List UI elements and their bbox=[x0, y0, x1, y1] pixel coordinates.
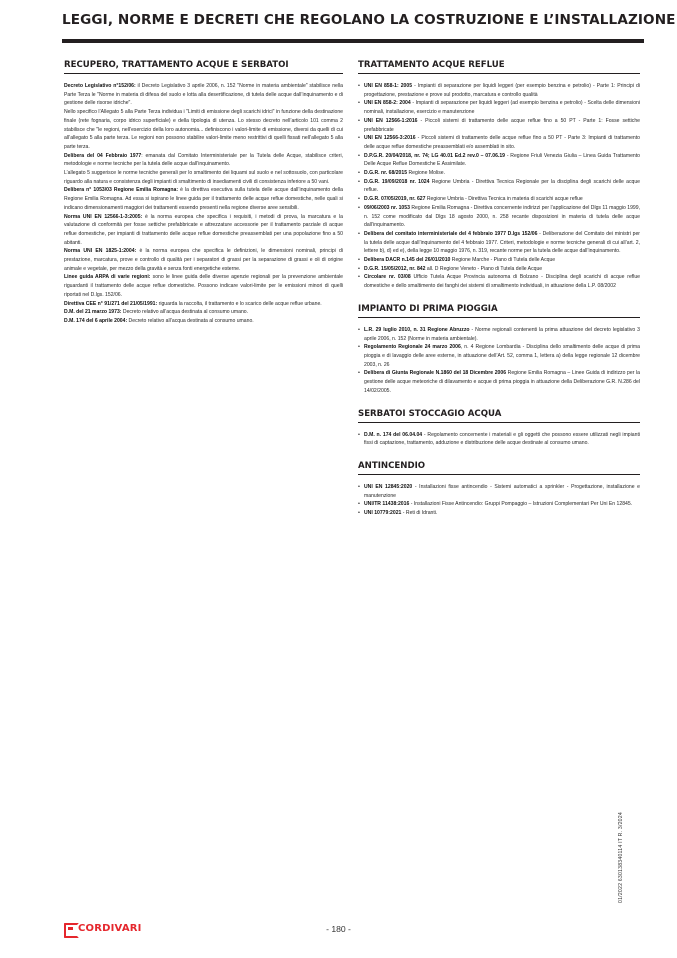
regulation-item bbox=[358, 230, 640, 256]
entry-text: all. D Regione Veneto - Piano di Tutela delle Acque bbox=[425, 265, 543, 272]
page-number: - 180 - bbox=[326, 924, 351, 934]
entry-title: Decreto Legislativo n°152/06: bbox=[64, 83, 136, 89]
regulation-item bbox=[358, 134, 640, 151]
regulation-paragraph bbox=[64, 273, 343, 299]
entry-title: UNI 10779:2021 bbox=[364, 510, 402, 517]
entry-text: è la direttiva esecutiva sulla tutela delle acque dall’inquinamento della Regione Emilia Romagna. Ad essa si ispirano le linee guida per il trattamento delle acque reflue domestiche, nelle quali si indicano dimensionamenti maggiori dei trattamenti essendo presenti nella regione diverse aree sensibili. bbox=[64, 187, 343, 211]
entry-title: 09/06/2003 nr. 1053 bbox=[364, 204, 410, 211]
entry-text: - Installazioni fisse antincendio - Sistemi automatici a sprinkler - Progettazione, installazione e manutenzione bbox=[364, 483, 641, 499]
entry-text: riguarda la raccolta, il trattamento e lo scarico delle acque reflue urbane. bbox=[157, 300, 322, 307]
regulation-list bbox=[358, 326, 640, 396]
entry-text: , n. 4 Regione Lombardia - Disciplina dello smaltimento delle acque di prima pioggia e di lavaggio delle aree esterne, in attuazione dell’Art. 52, comma 1, lettera a) della legge regionale 12 dicembre 2003, n. 26 bbox=[364, 344, 640, 368]
entry-title: UNI EN 12845:2020 bbox=[364, 483, 413, 490]
entry-text: : emanata dal Comitato Interministeriale per la Tutela delle Acque, stabilisce criteri, metodologie e norme tecniche per la tutela delle acque dall’inquinamento. bbox=[64, 152, 343, 168]
entry-title: Direttiva CEE n° 91/271 del 21/05/1991: bbox=[64, 300, 158, 307]
regulation-paragraph bbox=[64, 308, 343, 317]
entry-text: - Impianti di separazione per liquidi leggeri (per esempio benzina e petrolio) - Parte 1: Principi di progettazione, prestazione e prove sul prodotto, marcatura e controllo qualità bbox=[364, 83, 640, 98]
regulation-item bbox=[358, 178, 640, 195]
regulation-paragraph bbox=[64, 317, 343, 326]
entry-text: è la norma europea che specifica i requisiti, i metodi di prova, la marcatura e la valutazione di conformità per fosse settiche prefabbricate e attrezzature accessorie per il trattamento parziale di acque reflue domestiche, per impianti di trattamento delle acque reflue domestiche preassemblati per una popolazione fino a 50 abitanti. bbox=[64, 213, 343, 246]
entry-title: Norma UNI EN 12566-1-3:2005: bbox=[64, 213, 143, 220]
entry-text: Nello specifico l’Allegato 5 alla Parte Terza individua i "Limiti di emissione degli scarichi idrici" in funzione della destinazione finale (rete fognaria, corpo idrico superficiale) e della tipologia di utenza. Lo stesso decreto nell’articolo 101 comma 2 stabilisce che "le regioni, nell’esercizio della loro autonomia... definiscono i valori-limite di emissione, diversi da quelli di cui all’allegato 5 alla parte terza. Le regioni non possono stabilire valori-limite meno restrittivi di quelli fissati nell’allegato 5 alla parte terza. bbox=[64, 109, 343, 150]
entry-title: D.M. del 21 marzo 1973: bbox=[64, 309, 122, 316]
regulation-item bbox=[358, 152, 640, 169]
entry-text: Regione Molise. bbox=[407, 170, 445, 177]
entry-title: Delibera del comitato interministeriale del 4 febbraio 1977 D.lgs 152/06 bbox=[364, 230, 538, 237]
entry-title: UNI EN 12566-3:2016 bbox=[364, 135, 416, 142]
regulation-item bbox=[358, 273, 640, 290]
entry-text: è la norma europea che specifica le definizioni, le dimensioni nominali, principi di prestazione, marcatura, prove e controllo di qualità per i separatori di grassi per la separazione di grassi e oli di origine animale e vegetale, per mezzo della gravità e senza fonti energetiche esterne. bbox=[64, 248, 343, 272]
regulation-item bbox=[358, 117, 640, 134]
entry-text: - Installazioni Fisse Antincendio: Gruppi Pompaggio – Istruzioni Complementari Per Uni En 12845. bbox=[409, 501, 633, 508]
entry-text: - Piccoli sistemi di trattamento delle acque reflue fino a 50 PT - Parte 1: Fosse settiche prefabbricate bbox=[364, 117, 641, 133]
left-entries bbox=[64, 82, 343, 326]
entry-text: - Regione Friuli Venezia Giulia – Linea Guida Trattamento Delle Acque Reflue Domestiche E Assimilate. bbox=[364, 152, 640, 168]
regulation-paragraph bbox=[64, 186, 343, 212]
entry-text: sono le linee guida delle diverse agenzie regionali per la prevenzione ambientale riguardanti il trattamento delle acque reflue domestiche. Possono indicare valori-limite per le emissioni minori di quelli riportati nel D.lgs. 152/06. bbox=[64, 274, 343, 298]
left-column bbox=[64, 60, 343, 339]
entry-text: - Deliberazione del Comitato dei ministri per la tutela delle acque dall’inquinamento del 4 febbraio 1977. Criteri, metodologie e norme tecniche generali di cui all’art. 2, lettere b), d) ed e), della legge 10 maggio 1976, n. 319, recante norme per la tutela delle acque dall’inquinamento. bbox=[364, 230, 640, 255]
regulation-list bbox=[358, 82, 640, 291]
entry-title: D.G.R. 07/05/2019, nr. 627 bbox=[364, 196, 426, 203]
section-heading: SERBATOI STOCCAGIO ACQUA bbox=[358, 409, 640, 423]
regulation-list bbox=[358, 483, 640, 518]
regulation-paragraph bbox=[64, 213, 343, 248]
page-title: LEGGI, NORME E DECRETI CHE REGOLANO LA COSTRUZIONE E L’INSTALLAZIONE bbox=[62, 12, 676, 28]
regulation-item bbox=[358, 256, 640, 265]
entry-title: Norma UNI EN 1825-1:2004: bbox=[64, 248, 137, 255]
entry-text: Regione Marche - Piano di Tutela delle Acque bbox=[450, 257, 556, 264]
document-code: 01/2022 630138340114 IT R. 3/2024 bbox=[618, 812, 624, 903]
regulation-item bbox=[358, 343, 640, 369]
regulation-paragraph bbox=[64, 108, 343, 152]
section-heading: RECUPERO, TRATTAMENTO ACQUE E SERBATOI bbox=[64, 60, 343, 74]
regulation-item bbox=[358, 431, 640, 448]
section-heading: TRATTAMENTO ACQUE REFLUE bbox=[358, 60, 640, 74]
entry-title: UNI EN 858-1: 2005 bbox=[364, 83, 413, 89]
entry-title: Circolare nr. 03/08 bbox=[364, 274, 411, 281]
entry-text: L’allegato 5 suggerisce le norme tecniche generali per lo smaltimento dei liquami sul suolo e nel sottosuolo, con particolare riguardo alla natura e consistenza degli impianti di smaltimento di insediamenti civili di consistenza inferiore a 50 vani. bbox=[64, 170, 343, 185]
regulation-section bbox=[358, 60, 640, 291]
entry-title: D.G.R. 15/05/2012, nr. 842 bbox=[364, 265, 426, 272]
logo-text: CORDIVARI bbox=[78, 922, 142, 934]
regulation-item bbox=[358, 326, 640, 343]
regulation-paragraph bbox=[64, 82, 343, 108]
regulation-section bbox=[358, 304, 640, 396]
entry-text: - Impianti di separazione per liquidi leggeri (ad esempio benzina e petrolio) - Scelta delle dimensioni nominali, installazione, esercizio e manutenzione bbox=[364, 100, 641, 116]
section-recupero bbox=[64, 60, 343, 326]
regulation-item bbox=[358, 265, 640, 274]
regulation-paragraph bbox=[64, 152, 343, 169]
entry-title: UNI EN 858-2: 2004 bbox=[364, 100, 411, 107]
entry-title: L.R. 29 luglio 2010, n. 31 Regione Abruzzo bbox=[364, 326, 470, 333]
entry-text: Regione Umbria - Direttiva Tecnica Regionale per la disciplina degli scarichi delle acque reflue. bbox=[364, 178, 640, 194]
entry-title: Delibera DACR n.145 del 26/01/2010 bbox=[364, 257, 451, 264]
regulation-list bbox=[358, 431, 640, 448]
regulation-item bbox=[358, 99, 640, 116]
regulation-item bbox=[358, 509, 640, 518]
right-column bbox=[358, 60, 640, 531]
entry-title: Linee guida ARPA di varie regioni: bbox=[64, 274, 151, 281]
regulation-paragraph bbox=[64, 247, 343, 273]
entry-title: Regolamento Regionale 24 marzo 2006 bbox=[364, 344, 461, 351]
entry-text: - Reti di Idranti. bbox=[401, 510, 438, 517]
entry-text: Regione Umbria - Direttiva Tecnica in materia di scarichi acque reflue bbox=[425, 196, 583, 203]
section-heading: ANTINCENDIO bbox=[358, 461, 640, 475]
regulation-item bbox=[358, 500, 640, 509]
entry-text: Ufficio Tutela Acque Provincia autonoma di Bolzano - Disciplina degli scarichi di acque reflue domestiche e dello smaltimento dei fanghi dei sistemi di smaltimento individuali, in attuazione della L.P. 08/2002 bbox=[364, 274, 640, 290]
title-rule bbox=[62, 39, 644, 43]
regulation-item bbox=[358, 82, 640, 99]
entry-title: Delibera di Giunta Regionale N.1860 del 18 Dicembre 2006 bbox=[364, 370, 507, 377]
entry-title: D.P.G.R. 20/04/2018, nr. 74; LG 40.01 Ed.2 rev.0 – 07.06.19 bbox=[364, 152, 506, 159]
regulation-section bbox=[358, 409, 640, 448]
entry-text: Decreto relativo all’acqua destinata al consumo umano. bbox=[121, 309, 249, 316]
entry-title: D.G.R. nr. 68/2015 bbox=[364, 170, 408, 177]
regulation-item bbox=[358, 204, 640, 230]
entry-title: D.G.R. 19/09/2018 nr. 1024 bbox=[364, 178, 430, 185]
regulation-item bbox=[358, 169, 640, 178]
regulation-paragraph bbox=[64, 169, 343, 186]
regulation-section bbox=[358, 461, 640, 518]
entry-text: - Norme regionali contenenti la prima attuazione del decreto legislativo 3 aprile 2006, n. 152 (Norme in materia ambientale). bbox=[364, 326, 640, 342]
entry-text: - Regolamento concernente i materiali e gli oggetti che possono essere utilizzati negli impianti fissi di captazione, trattamento, adduzione e distribuzione delle acque destinate al consumo umano. bbox=[364, 431, 640, 447]
entry-text: - Piccoli sistemi di trattamento delle acque reflue fino a 50 PT - Parte 3: Impianti di trattamento delle acque reflue domestiche preassemblati e/o assemblati in sito. bbox=[364, 135, 640, 150]
section-heading: IMPIANTO DI PRIMA PIOGGIA bbox=[358, 304, 640, 318]
regulation-item bbox=[358, 195, 640, 204]
entry-text: Regione Emilia Romagna – Linee Guida di indirizzo per la gestione delle acque meteoriche di dilavamento e acque di prima pioggia in attuazione della Deliberazione G.R. N.286 del 14/02/2005. bbox=[364, 370, 640, 394]
entry-text: Regione Emilia Romagna - Direttiva concernente indirizzi per l’applicazione del Dlgs 11 maggio 1999, n. 152 come modificato dal Dlgs 18 agosto 2000, n. 258 recante disposizioni in materia di tutela delle acque dall’inquinamento. bbox=[364, 204, 640, 229]
entry-title: Delibera n° 1053/03 Regione Emilia Romagna: bbox=[64, 187, 179, 194]
regulation-item bbox=[358, 369, 640, 395]
regulation-item bbox=[358, 483, 640, 500]
entry-title: D.M. 174 del 6 aprile 2004: bbox=[64, 317, 128, 324]
entry-text: il Decreto Legislativo 3 aprile 2006, n. 152 "Norme in materia ambientale" stabilisce nella Parte Terza le "Norme in materia di difesa del suolo e lotta alla desertificazione, di tutela delle acque dall’inquinamento e di gestione delle risorse idriche". bbox=[64, 83, 343, 107]
entry-text: Decreto relativo all’acqua destinata al consumo umano. bbox=[127, 317, 254, 324]
entry-title: Delibera del 04 Febbraio 1977 bbox=[64, 152, 142, 159]
regulation-paragraph bbox=[64, 300, 343, 309]
entry-title: D.M. n. 174 del 06.04.04 bbox=[364, 431, 423, 438]
entry-title: UNI/TR 11438:2016 bbox=[364, 501, 410, 508]
entry-title: UNI EN 12566-1:2016 bbox=[364, 117, 418, 124]
